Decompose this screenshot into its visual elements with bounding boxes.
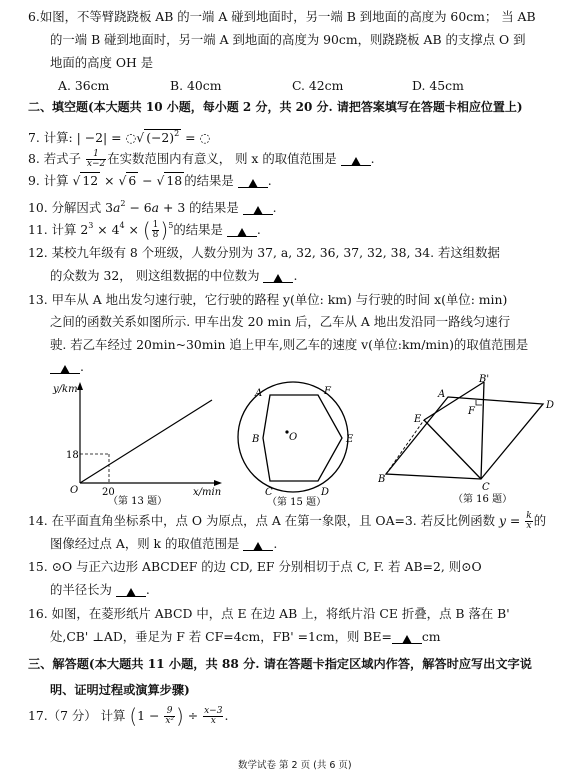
triangle-icon [248, 179, 258, 188]
q6-option-a: A. 36cm [58, 78, 110, 93]
q16-unit: cm [421, 629, 441, 644]
q16-line1: 16. 如图，在菱形纸片 ABCD 中，点 E 在边 AB 上，将纸片沿 CE 折叠，点 B 落在 B' [28, 606, 510, 621]
label-e: E [414, 414, 422, 425]
hexagon [263, 395, 342, 481]
answer-blank [116, 584, 146, 597]
q15-text: 的半径长为 [50, 582, 112, 597]
q11-exp-2: 4 [119, 221, 125, 230]
triangle-icon [237, 228, 247, 237]
label-b: B [252, 434, 260, 445]
q10-prefix: 10. 分解因式 3 [28, 200, 114, 215]
fold-line-ce [424, 420, 481, 479]
origin-label: O [70, 485, 79, 496]
triangle-icon [351, 157, 361, 166]
q11-times: × [124, 222, 143, 237]
q17-one-minus: 1 − [137, 708, 164, 723]
figure-16-rhombus [378, 372, 558, 507]
segment-cb-prime [481, 382, 484, 479]
q13-line1: 13. 甲车从 A 地出发匀速行驶，它行驶的路程 y(单位: km) 与行驶的时间 x(单位: min) [28, 292, 508, 307]
distance-line [80, 400, 212, 483]
y-axis-label: y/km [53, 384, 78, 395]
q15-line1: 15. ⊙O 与正六边形 ABCDEF 的边 CD, EF 分别相切于点 C, F. 若 AB=2, 则⊙O [28, 559, 482, 574]
triangle-icon [273, 274, 283, 283]
q16-line2 [50, 629, 441, 645]
q9-minus: − [138, 173, 157, 188]
triangle-icon [402, 635, 412, 644]
q13-line2: 之间的函数关系如图所示. 甲车出发 20 min 后，乙车从 A 地出发沿同一路线匀速行 [50, 314, 511, 329]
q17-divide: ÷ [183, 708, 203, 723]
q8-prefix: 8. 若式子 [28, 151, 85, 166]
answer-blank [263, 270, 293, 283]
label-c: C [265, 487, 273, 498]
figure-15-circle-hexagon [225, 372, 375, 507]
q10-rest: + 3 的结果是 [159, 200, 239, 215]
q14-eq: = [505, 513, 525, 528]
q8-suffix: 在实数范围内有意义， 则 x 的取值范围是 [107, 151, 337, 166]
q10-mid: − 6 [125, 200, 152, 215]
q17-numerator-2: x−3 [204, 706, 223, 716]
label-c: C [482, 482, 490, 493]
q11-numerator: 1 [152, 220, 159, 230]
q9-radicand-2: 6 [128, 173, 137, 188]
q7-exponent: 2 [174, 129, 180, 138]
q7-prefix: 7. 计算: | −2| = ◌ [28, 130, 137, 145]
label-d: D [321, 487, 330, 498]
q14-numerator: k [526, 511, 532, 521]
answer-blank [243, 202, 273, 215]
q11-denominator: 8 [152, 230, 159, 240]
q14-denominator: x [526, 521, 532, 531]
section2-heading: 二、填空题(本大题共 10 小题，每小题 2 分，共 20 分. 请把答案填写在答题卡相应位置上) [28, 100, 523, 114]
q14-text: 14. 在平面直角坐标系中，点 O 为原点，点 A 在第一象限，且 OA=3. 若反比例函数 [28, 513, 499, 528]
q10-exponent: 2 [120, 199, 126, 208]
q14-y: y [498, 513, 506, 528]
x-tick-label: 20 [102, 487, 115, 498]
q11-line: 11. 计算 $2^3 \times 4^4$ × ( $\frac{1}{8}$ )$^5$的结果是 . [28, 218, 261, 242]
figure-13-caption: （第 13 题） [108, 496, 168, 505]
x-axis-arrow [214, 480, 222, 486]
q9-radicand-1: 12 [82, 173, 99, 188]
y-axis-arrow [77, 382, 83, 390]
q6-option-b: B. 40cm [170, 78, 222, 93]
q16-text: 处,CB' ⊥AD，垂足为 F 若 CF=4cm，FB' =1cm，则 BE= [50, 629, 392, 644]
q8-numerator: 1 [86, 150, 106, 160]
q8-line: 8. 若式子 $\frac{1}{x-2}$ 在实数范围内有意义， 则 x 的取值范围是 . [28, 149, 375, 169]
q6-option-d: D. 45cm [412, 78, 464, 93]
q7-suffix: = ◌ [181, 130, 211, 145]
q14-line1 [28, 512, 546, 531]
y-tick-label: 18 [66, 450, 79, 461]
figure-15-caption: （第 15 题） [267, 497, 327, 507]
label-d: D [546, 400, 555, 411]
q10-line: 10. 分解因式 $3a^2 - 6a + 3$ 的结果是 . [28, 199, 277, 215]
q10-var-2: a [151, 200, 160, 215]
right-angle-mark [476, 400, 482, 405]
q11-term: × 4 [93, 222, 120, 237]
label-a: A [255, 388, 263, 399]
q6-line1: 6.如图，不等臂跷跷板 AB 的一端 A 碰到地面时，另一端 B 到地面的高度为 60cm； 当 AB [28, 9, 536, 24]
label-b-prime: B' [479, 374, 490, 385]
triangle-icon [253, 542, 263, 551]
segment-eb-prime [424, 382, 484, 420]
q14-line2: 图像经过点 A，则 k 的取值范围是 . [50, 536, 278, 551]
q12-text: 的众数为 32， 则这组数据的中位数为 [50, 268, 260, 283]
q11-exp-1: 3 [88, 221, 94, 230]
q9-line: 9. 计算 √ 12 × √ 6 − √ 18 的结果是 . [28, 173, 272, 188]
q11-exp-3: 5 [168, 221, 174, 230]
q9-times: × [100, 173, 119, 188]
x-axis-label: x/min [193, 487, 222, 498]
answer-blank [243, 538, 273, 551]
figure-13-graph [50, 380, 230, 505]
q9-radicand-3: 18 [166, 173, 183, 188]
q7-radicand: (−2) [146, 130, 175, 145]
q17-end: . [224, 708, 229, 723]
sqrt-sign: √ [136, 130, 145, 145]
q17-line: 17.（7 分） 计算 (1 − $\frac{9}{\text{x²}}$ ) ÷ $\frac{x-3}{x}$ . [28, 704, 229, 728]
label-a: A [438, 389, 446, 400]
q7-line [28, 126, 210, 146]
answer-blank [50, 361, 80, 374]
label-e: E [346, 434, 354, 445]
q11-suffix: 的结果是 [173, 222, 223, 237]
q13-answer: . [50, 359, 84, 375]
triangle-icon [60, 365, 70, 374]
label-f: F [324, 386, 331, 397]
answer-blank [227, 224, 257, 237]
label-o: O [289, 432, 298, 443]
triangle-icon [253, 206, 263, 215]
q6-option-c: C. 42cm [292, 78, 344, 93]
triangle-icon [126, 588, 136, 597]
answer-blank [392, 631, 422, 644]
q6-line3: 地面的高度 OH 是 [50, 55, 154, 70]
rhombus-abcd [386, 397, 543, 479]
q17-prefix: 17.（7 分） 计算 [28, 708, 130, 723]
page-footer: 数学试卷 第 2 页 (共 6 页) [238, 760, 352, 771]
q14-line1-end: 的 [533, 513, 547, 528]
answer-blank [341, 153, 371, 166]
q12-line2: 的众数为 32， 则这组数据的中位数为 . [50, 268, 298, 283]
q17-denominator-1: x² [165, 716, 175, 726]
q9-prefix: 9. 计算 [28, 173, 73, 188]
q12-line1: 12. 某校九年级有 8 个班级，人数分别为 37, a, 32, 36, 37, 32, 38, 34. 若这组数据 [28, 245, 500, 260]
q15-line2: 的半径长为 . [50, 582, 150, 597]
q8-denominator: x−2 [86, 159, 106, 169]
figure-16-caption: （第 16 题） [453, 494, 513, 505]
q9-suffix: 的结果是 [184, 173, 234, 188]
q6-line2: 的一端 B 碰到地面时，另一端 A 到地面的高度为 90cm，则跷跷板 AB 的支撑点 O 到 [50, 32, 526, 47]
q17-denominator-2: x [210, 716, 216, 726]
q11-prefix: 11. 计算 2 [28, 222, 89, 237]
label-f: F [468, 406, 475, 417]
answer-blank [238, 175, 268, 188]
section3-heading-line1: 三、解答题(本大题共 11 小题，共 88 分. 请在答题卡指定区域内作答，解答时应写出文字说 [28, 657, 532, 671]
label-b: B [378, 474, 386, 485]
q10-var: a [113, 200, 121, 215]
q14-text-2: 图像经过点 A，则 k 的取值范围是 [50, 536, 240, 551]
q13-line3: 驶. 若乙车经过 20min~30min 追上甲车,则乙车的速度 v(单位:km/min)的取值范围是 [50, 337, 529, 352]
section3-heading-line2: 明、证明过程或演算步骤) [50, 683, 190, 697]
q17-numerator-1: 9 [164, 707, 175, 717]
